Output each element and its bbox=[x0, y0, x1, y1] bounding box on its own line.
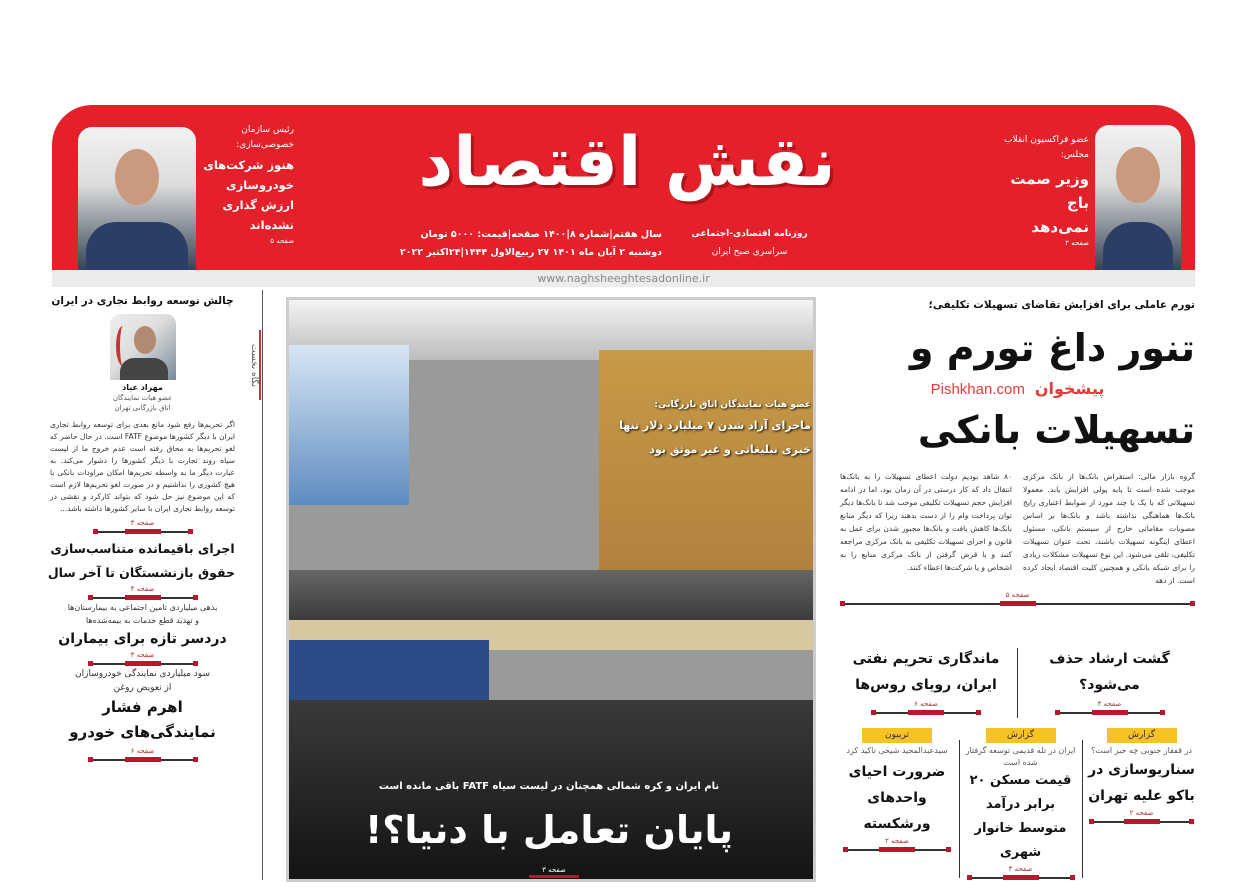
page-ref: صفحه ۳ bbox=[529, 866, 579, 878]
story-headline: دردسر تازه برای بیماران bbox=[58, 631, 227, 647]
banner-right-kicker: عضو فراکسیون انقلاب مجلس: bbox=[1003, 135, 1089, 160]
portrait-left bbox=[78, 127, 196, 270]
overlay-kicker: عضو هیات نمایندگان اتاق بازرگانی: bbox=[654, 400, 811, 410]
story-headline: ماندگاری تحریم نفتی ایران، رویای روس‌ها bbox=[852, 651, 1000, 693]
photo-overlay-story[interactable] bbox=[589, 396, 811, 462]
story-kicker: بدهی میلیاردی تامین اجتماعی به بیمارستان‌ها bbox=[67, 603, 218, 612]
photo-kicker: نام ایران و کره شمالی همچنان در لیست سیاه FATF باقی مانده است bbox=[378, 781, 720, 792]
story-patients[interactable] bbox=[50, 601, 235, 665]
story-tag: تریبون bbox=[862, 728, 932, 743]
banner-left-headline: هنوز شرکت‌های bbox=[203, 158, 294, 172]
banner-right-story[interactable] bbox=[977, 133, 1089, 248]
banner-left-headline: ارزش گذاری bbox=[222, 198, 294, 212]
banner-right-headline: باج bbox=[1066, 194, 1089, 212]
banner-left-kicker: رئیس سازمان خصوصی‌سازی: bbox=[236, 125, 294, 150]
overlay-headline: ماجرای آزاد شدن ۷ میلیارد دلار تنها bbox=[619, 419, 811, 432]
story-kicker: سود میلیاردی نمایندگی خودروسازان bbox=[75, 669, 210, 679]
story-kicker: از تعویض روغن bbox=[113, 683, 172, 693]
lead-kicker: تورم عاملی برای افزایش تقاضای تسهیلات تکلیفی؛ bbox=[928, 299, 1195, 311]
page-ref: صفحه ۶ bbox=[914, 700, 938, 708]
pishkhan-watermark-url: Pishkhan.com bbox=[930, 381, 1025, 398]
page-ref: صفحه ۳ bbox=[130, 519, 155, 527]
page-ref: صفحه ۴ bbox=[130, 585, 155, 593]
portrait-right bbox=[1095, 125, 1181, 270]
story-tag: گزارش bbox=[986, 728, 1056, 743]
lead-body-left: ۸۰ شاهد بودیم دولت اعطای تسهیلات را به بانک‌ها انتقال داد که کار درستی در آن زمان بود، اما در ادامه افزایش حجم تسهیلات تکلیفی موجب شد تا بانک‌ها دیگر توان پرداخت وام را از دست بدهند زیرا که دیگر منابع بانک‌ها کاهش یافت و بانک‌ها مجبور شدن برای عمل به قانون و اجرای تسهیلات تکلیفی به بانک مرکزی مراجعه کنند و با قرض گرفتن از بانک مرکزی منابع را به اشخاص و یا شرکت‌ها اعطاء کنند. bbox=[840, 472, 1012, 572]
page-ref: صفحه ۲ bbox=[1129, 809, 1154, 817]
story-car-dealers[interactable] bbox=[50, 667, 235, 761]
story-headline: سناریوسازی در باکو علیه تهران bbox=[1088, 762, 1195, 804]
page-ref: صفحه ۴ bbox=[1097, 700, 1122, 708]
story-kicker: سیدعبدالمجید شیخی تاکید کرد bbox=[846, 746, 948, 755]
tagline: روزنامه اقتصادی-اجتماعی bbox=[691, 229, 808, 239]
page-ref: صفحه ۵ bbox=[270, 237, 294, 245]
pishkhan-watermark: پیشخوان bbox=[1034, 379, 1105, 398]
lead-body-right: گروه بازار مالی: استقراض بانک‌ها از بانک مرکزی موجب شده است تا پایه پولی افزایش یابد. معمولا تسهیلاتی که با یک یا چند مورد از ضوابط اعتباری رایج بانک‌ها هماهنگی نداشته باشد و بانک‌ها بر اساس مصوبات مقاماتی خارج از سیستم بانکی، مسئول اعطای اینگونه تسهیلات باشند، تحت عنوان تسهیلات تکلیفی، تلقی می‌شود. این نوع تسهیلات مشکلات زیادی را برای شبکه بانکی و همچنین کلیت اقتصاد ایجاد کرده است. از دهه bbox=[1023, 472, 1195, 585]
issue-line: سال هفتم|شماره ۸|۱۴۰۰ صفحه|قیمت: ۵۰۰۰ تومان bbox=[420, 229, 662, 240]
lead-headline: تسهیلات بانکی bbox=[917, 408, 1195, 452]
story-kicker: ایران در تله قدیمی توسعه گرفتار شده است bbox=[965, 746, 1076, 767]
story-headline: حقوق بازنشستگان تا آخر سال bbox=[47, 565, 235, 580]
story-headline: نمایندگی‌های خودرو bbox=[69, 723, 216, 741]
column-divider bbox=[262, 290, 263, 880]
cover-photo[interactable] bbox=[286, 297, 816, 882]
story-guidance-patrol[interactable] bbox=[1024, 646, 1195, 716]
story-kicker: و تهدید قطع خدمات به بیمه‌شده‌ها bbox=[86, 616, 199, 625]
author-role: عضو هیات نمایندگان bbox=[112, 394, 173, 402]
story-oil-sanctions[interactable] bbox=[840, 646, 1012, 716]
column-body: اگر تحریم‌ها رفع شود مانع بعدی برای توسعه روابط تجاری ایران با دیگر کشورها موضوع FATF است. در حال حاضر که لغو تحریم‌ها به محاق رفته است عدم خروج ما از لیست سیاه روند تجارت با دیگر کشورها را دشوار می‌کند. به عبارت دیگر ما به واسطه تحریم‌ها امکان مراودات بانکی با هیچ کشوری را نداشتیم و در صورت لغو تحریم‌ها لازم است که این موضوع نیز حل شود که بتواند کارکرد و نقشی در توسعه روابط تجاری ایران با سایر کشورها داشته باشد... bbox=[50, 420, 236, 513]
story-revival[interactable] bbox=[840, 728, 954, 853]
author-role: اتاق بازرگانی تهران bbox=[114, 404, 171, 412]
photo-headline: پایان تعامل با دنیا؟! bbox=[364, 808, 734, 852]
page-ref: صفحه ۴ bbox=[130, 651, 155, 659]
pishkhan-watermark-row bbox=[840, 378, 1195, 400]
date-line: دوشنبه ۲ آبان ماه ۱۴۰۱ ۲۷ ربیع‌الاول ۱۴۴۴|۲۴اکتبر ۲۰۲۲ bbox=[399, 247, 662, 258]
overlay-headline: خبری تبلیغاتی و غیر موثق بود bbox=[649, 443, 811, 456]
story-headline: ضرورت احیای واحدهای ورشکسته bbox=[848, 764, 946, 832]
page-ref: صفحه ۵ bbox=[1005, 591, 1030, 599]
story-headline: قیمت مسکن ۲۰ برابر درآمد متوسط خانوار شهری bbox=[969, 773, 1072, 860]
story-headline: اجرای باقیمانده متناسب‌سازی bbox=[50, 541, 235, 556]
story-housing[interactable] bbox=[964, 728, 1077, 881]
projector-screen bbox=[289, 345, 409, 505]
story-headline: اهرم فشار bbox=[102, 698, 183, 716]
side-label: نگاه نخست bbox=[243, 330, 261, 400]
banner-left-headline: خودروسازی bbox=[226, 178, 294, 192]
lead-story[interactable] bbox=[840, 298, 1195, 607]
masthead-banner bbox=[52, 105, 1195, 270]
story-tag: گزارش bbox=[1107, 728, 1177, 743]
page-ref: صفحه ۶ bbox=[130, 747, 155, 755]
newspaper-logo: نقش اقتصاد bbox=[418, 123, 836, 202]
banner-left-story[interactable] bbox=[202, 123, 294, 246]
left-column bbox=[47, 294, 236, 763]
story-kicker: در قفقاز جنوبی چه خبر است؟ bbox=[1091, 746, 1192, 755]
page-ref: صفحه ۴ bbox=[1008, 865, 1033, 873]
coverage: سراسری صبح ایران bbox=[711, 247, 788, 257]
column-divider bbox=[1017, 648, 1018, 718]
page-ref: صفحه ۲ bbox=[885, 837, 909, 845]
column-divider bbox=[1082, 740, 1083, 878]
author-name: مهراد عباد bbox=[122, 383, 163, 392]
story-baku[interactable] bbox=[1088, 728, 1195, 825]
author-photo bbox=[110, 314, 176, 380]
column-title: چالش توسعه روابط تجاری در ایران bbox=[51, 295, 234, 307]
lead-headline: تنور داغ تورم و bbox=[909, 326, 1195, 370]
banner-right-headline: وزیر صمت bbox=[1010, 170, 1089, 188]
column-divider bbox=[959, 740, 960, 878]
banner-right-headline: نمی‌دهد bbox=[1031, 218, 1089, 236]
banner-left-headline: نشده‌اند bbox=[249, 218, 294, 232]
story-pensions[interactable] bbox=[47, 537, 235, 599]
website-url[interactable]: www.naghsheeghtesadonline.ir bbox=[52, 270, 1195, 287]
story-headline: گشت ارشاد حذف می‌شود؟ bbox=[1049, 651, 1170, 693]
page-ref: صفحه ۲ bbox=[1065, 239, 1089, 247]
